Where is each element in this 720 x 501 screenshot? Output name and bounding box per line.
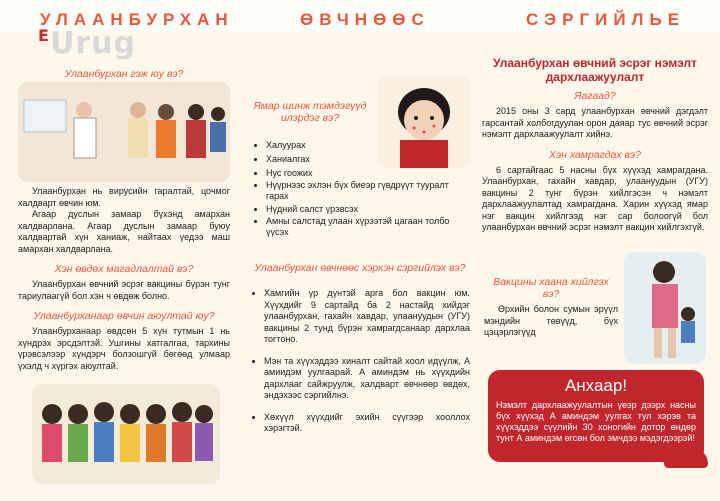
symptom-item: • Нүдний салст үрэвсэх <box>266 202 470 216</box>
column-2-symptoms <box>250 138 470 238</box>
paragraph-where: Өрхийн болон сумын эрүүл мэндийн төвүүд, бүх цэцэрлэгүүд <box>484 304 618 337</box>
prevention-item: • Мэн та хүүхэддээ хиналт сайтай хоол идүүлж, А амиидэм уулгаарай. А аминдэм нь хүүхдийн дархлааг сайжруулж, халдварт өвчнөөр өвдөх, эндэхээс сэргийлнэ. <box>264 356 470 402</box>
column-2-prevention <box>250 262 470 445</box>
column-3 <box>482 56 708 234</box>
symptom-item: • Халуурах <box>266 138 470 152</box>
warning-title: Анхаар! <box>564 376 628 395</box>
logo-text: Urug <box>49 26 136 61</box>
heading-where: Вакцины хаана хийлгэх вэ? <box>493 276 609 300</box>
paragraph-definition: Улаанбурхан нь вирусийн гаралтай, цочмог халдварт өвчин юм. <box>18 186 230 208</box>
warning-body: Нэмэлт дархлаажуулалтын үеэр дээрх насны бүх хүүхэд А аминдэм уулгах тул хэрэв та хүүхэддээ сүүлийн 30 хоногийн дотор өндөр тунт А аминдэм өгсөн бол эмчдээ мэдэгдээрэй! <box>496 400 696 443</box>
symptom-item: • Нус гоожих <box>266 166 470 180</box>
column-1-body <box>18 186 230 372</box>
paragraph-transmission: Агаар дуслын замаар бүхэнд амархан халдварлана. Агаар дуслын замаар буюу халдвартай хүн ханиаж, найтаах үедээ маш амархан халдварлана. <box>18 209 230 254</box>
banner-word-1: УЛААНБУРХАН <box>40 10 234 29</box>
mother-child-image <box>624 252 706 364</box>
children-image <box>32 384 220 484</box>
illustration-doctor-family <box>18 82 230 182</box>
warning-box <box>488 370 704 462</box>
symptom-item: • Нүүрнээс эхлэн бүх биеэр гүвдрүүт тууралт гарах <box>266 180 470 202</box>
paragraph-who-covered: 6 сартайгаас 5 насны бүх хүүхэд хамрагдана. Улаанбурхан, гахайн хавдар, улаануудын (УГУ) вакцины 2 тунг бүрэн хийлгэсэн ч нэмэлт дархлаажуулалтад хамрагдана. Харин хүүхэд ямар нэг вакцин хийлгээд нэг сар болоогүй бол улаанбурхан өвчний эсрэг нэмэлт вакцин хийлгэхгүй. <box>482 164 708 232</box>
banner-word-2: ӨВЧНӨӨС <box>300 10 430 29</box>
column-1 <box>18 68 230 80</box>
prevention-item: • Хамгийн үр дүнтэй арга бол вакцин юм. Хүүхдийг 9 сартайд ба 2 настайд хийдэг улаанбурхан, гахайн хавдар, улаануудын (УГУ) вакцины 2 тунд бүрэн хамрагдсанаар дархлаа тогтоно. <box>264 288 470 346</box>
heading-prevention: Улаанбурхан өвчнөөс хэрхэн сэргийлэх вэ? <box>254 262 466 274</box>
heading-symptoms: Ямар шинж тэмдэгүүд илэрдэг вэ? <box>253 100 367 124</box>
illustration-mother-child <box>624 252 706 364</box>
doctor-family-image <box>18 82 230 182</box>
banner-word-3: СЭРГИЙЛЬЕ <box>526 10 686 29</box>
column-3-title: Улаанбурхан өвчний эсрэг нэмэлт дархлаажуулалт <box>493 56 697 84</box>
illustration-children <box>32 384 220 484</box>
symptom-item: • Амны салстад улаан хүрээтэй цагаан толбо үүсэх <box>266 216 470 238</box>
heading-who-risk: Хэн өвдөх магадлалтай вэ? <box>54 263 194 275</box>
heading-who-covered: Хэн хамрагдах вэ? <box>548 148 642 161</box>
symptom-item: • Ханиалгах <box>266 152 470 166</box>
heading-why: Яагаад? <box>574 90 616 102</box>
symptom-list <box>250 138 470 238</box>
prevention-list <box>250 288 470 435</box>
paragraph-who-risk: Улаанбурхан өвчний эсрэг вакцины бүрэн тунг тариулаагүй бол хэн ч өвдөж болно. <box>18 279 230 301</box>
paragraph-why: 2015 оны 3 сард улаанбурхан өвчний дэгдэлт гарсантай холбогдуулан орон даяар тус өвчний эсрэг нэмэлт дархлаажуулалт хийнэ. <box>482 106 708 139</box>
heading-danger: Улаанбурханаар өвчин аюултай юу? <box>33 310 215 322</box>
column-3-where <box>484 276 618 339</box>
column-2-heading <box>250 100 370 124</box>
hat-icon <box>664 448 708 468</box>
paragraph-danger: Улаанбурханаар өвдсөн 5 хүн тутмын 1 нь хүндрэх эрсдэлтэй. Ушгины хатгалгаа, тархины үрэвсэлээр хүндэрч болзошгүй бөгөөд улмаар үхэлд ч хүргэх аюултай. <box>18 326 230 371</box>
prevention-item: • Хөхүүл хүүхдийг эхийн сүүгээр хооллох хэрэгтэй. <box>264 412 470 435</box>
heading-what-is: Улаанбурхан гэж юу вэ? <box>64 68 184 80</box>
site-logo: $^E$Urug <box>38 26 136 61</box>
